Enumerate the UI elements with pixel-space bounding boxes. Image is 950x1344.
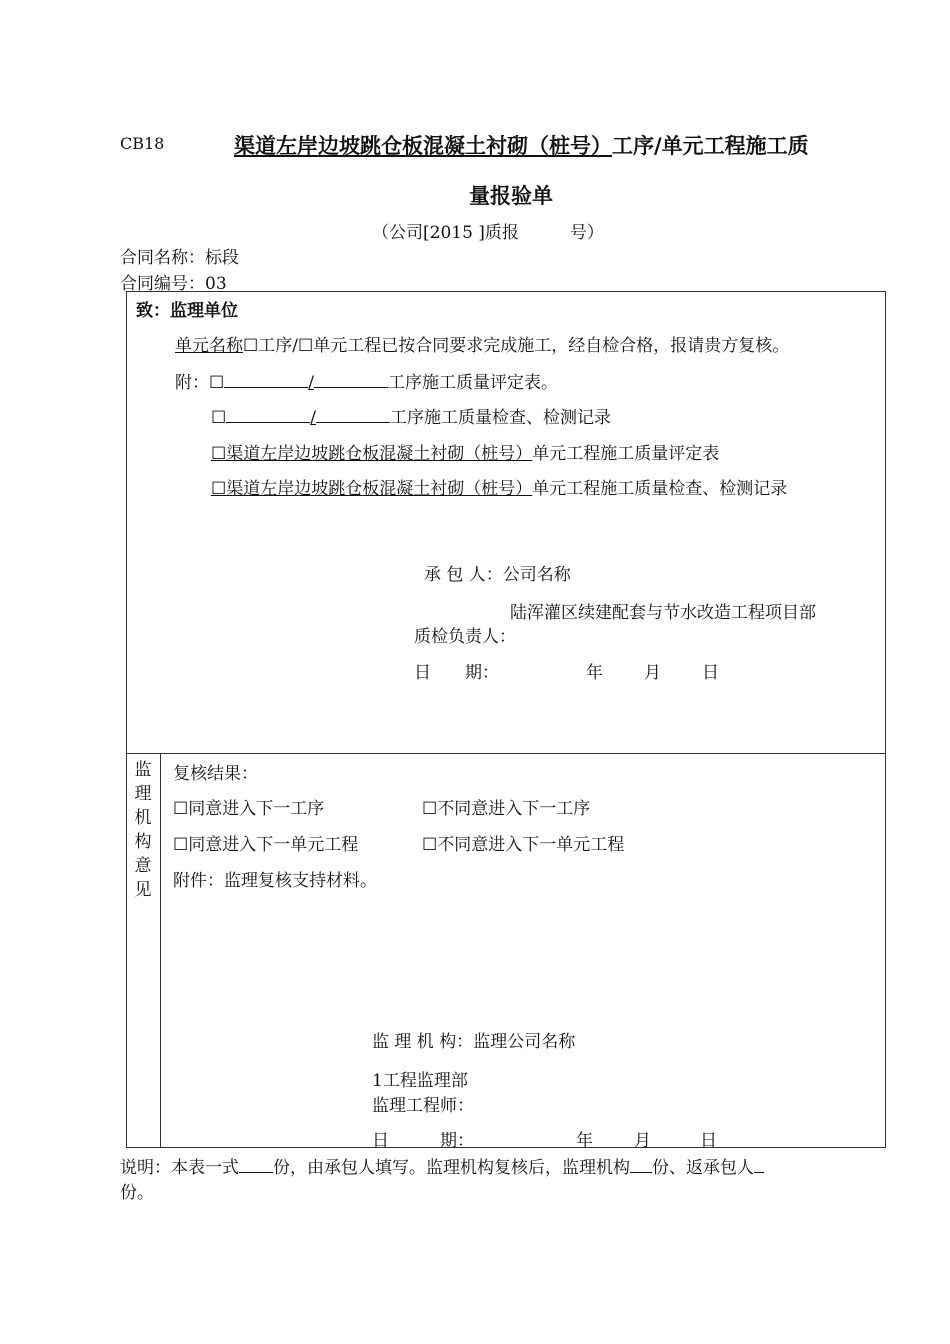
copies-supervision-field[interactable] <box>630 1156 652 1173</box>
contract-name: 合同名称：标段 <box>120 248 239 268</box>
qc-person: 质检负责人： <box>414 627 516 647</box>
attachment-3: ☐渠道左岸边坡跳仓板混凝土衬砌（桩号）单元工程施工质量评定表 <box>211 444 720 464</box>
attachment-4-checkbox[interactable]: ☐渠道左岸边坡跳仓板混凝土衬砌（桩号） <box>211 479 533 499</box>
form-code: CB18 <box>120 134 165 153</box>
blank-field[interactable] <box>316 406 390 423</box>
checkbox[interactable]: ☐ <box>209 373 225 393</box>
blank-field[interactable] <box>224 371 308 388</box>
supervision-attachment: 附件：监理复核支持材料。 <box>173 871 377 891</box>
supervision-year: 年 <box>576 1131 593 1151</box>
contractor: 承 包 人：公司名称 <box>424 565 571 585</box>
attachment-3-checkbox[interactable]: ☐渠道左岸边坡跳仓板混凝土衬砌（桩号） <box>211 444 533 464</box>
form-reference: （公司[2015 ]质报 号） <box>372 223 604 243</box>
blank-field[interactable] <box>314 371 388 388</box>
option-disagree-next-unit[interactable]: ☐不同意进入下一单元工程 <box>422 835 625 855</box>
unit-name-field[interactable]: 单元名称 <box>175 336 243 356</box>
supervision-month: 月 <box>634 1131 651 1151</box>
blank-field[interactable] <box>226 406 310 423</box>
submission-day: 日 <box>702 663 719 683</box>
contract-number: 合同编号：03 <box>120 274 227 294</box>
option-agree-next-unit[interactable]: ☐同意进入下一单元工程 <box>173 835 359 855</box>
option-agree-next-process[interactable]: ☐同意进入下一工序 <box>173 799 325 819</box>
checkbox[interactable]: ☐ <box>211 408 227 428</box>
attachment-2: ☐ / 工序施工质量检查、检测记录 <box>211 408 611 428</box>
submission-year: 年 <box>586 663 603 683</box>
supervision-side-label: 监 理 机 构 意 见 <box>134 760 152 900</box>
section-divider <box>126 753 886 754</box>
submission-statement: 单元名称☐工序/☐单元工程已按合同要求完成施工，经自检合格，报请贵方复核。 <box>175 336 790 356</box>
supervision-day: 日 <box>700 1131 717 1151</box>
submission-date-label: 日 期： <box>414 663 499 683</box>
supervision-engineer: 监理工程师： <box>372 1096 474 1116</box>
form-title-line2: 量报验单 <box>469 184 553 208</box>
option-disagree-next-process[interactable]: ☐不同意进入下一工序 <box>422 799 591 819</box>
addressee: 致：监理单位 <box>136 301 238 321</box>
supervision-dept: 1工程监理部 <box>372 1071 468 1091</box>
side-column-divider <box>160 753 161 1148</box>
submission-month: 月 <box>644 663 661 683</box>
supervision-date-label: 日 期： <box>372 1131 474 1151</box>
footer-note-line2: 份。 <box>120 1183 154 1203</box>
supervision-org: 监 理 机 构：监理公司名称 <box>372 1032 576 1052</box>
attachment-1: 附：☐ / 工序施工质量评定表。 <box>175 373 558 393</box>
footer-note-line1: 说明：本表一式 份，由承包人填写。监理机构复核后，监理机构 份、返承包人 <box>120 1153 764 1178</box>
copies-return-field[interactable] <box>754 1156 764 1173</box>
form-title-line1 <box>234 130 809 160</box>
title-rest: 工序/单元工程施工质 <box>612 134 809 158</box>
project-department: 陆浑灌区续建配套与节水改造工程项目部 <box>510 603 816 623</box>
copies-total-field[interactable] <box>239 1156 273 1173</box>
review-result-title: 复核结果： <box>173 764 258 784</box>
attachment-4: ☐渠道左岸边坡跳仓板混凝土衬砌（桩号）单元工程施工质量检查、检测记录 <box>211 479 788 499</box>
title-underlined: 渠道左岸边坡跳仓板混凝土衬砌（桩号） <box>234 134 612 158</box>
